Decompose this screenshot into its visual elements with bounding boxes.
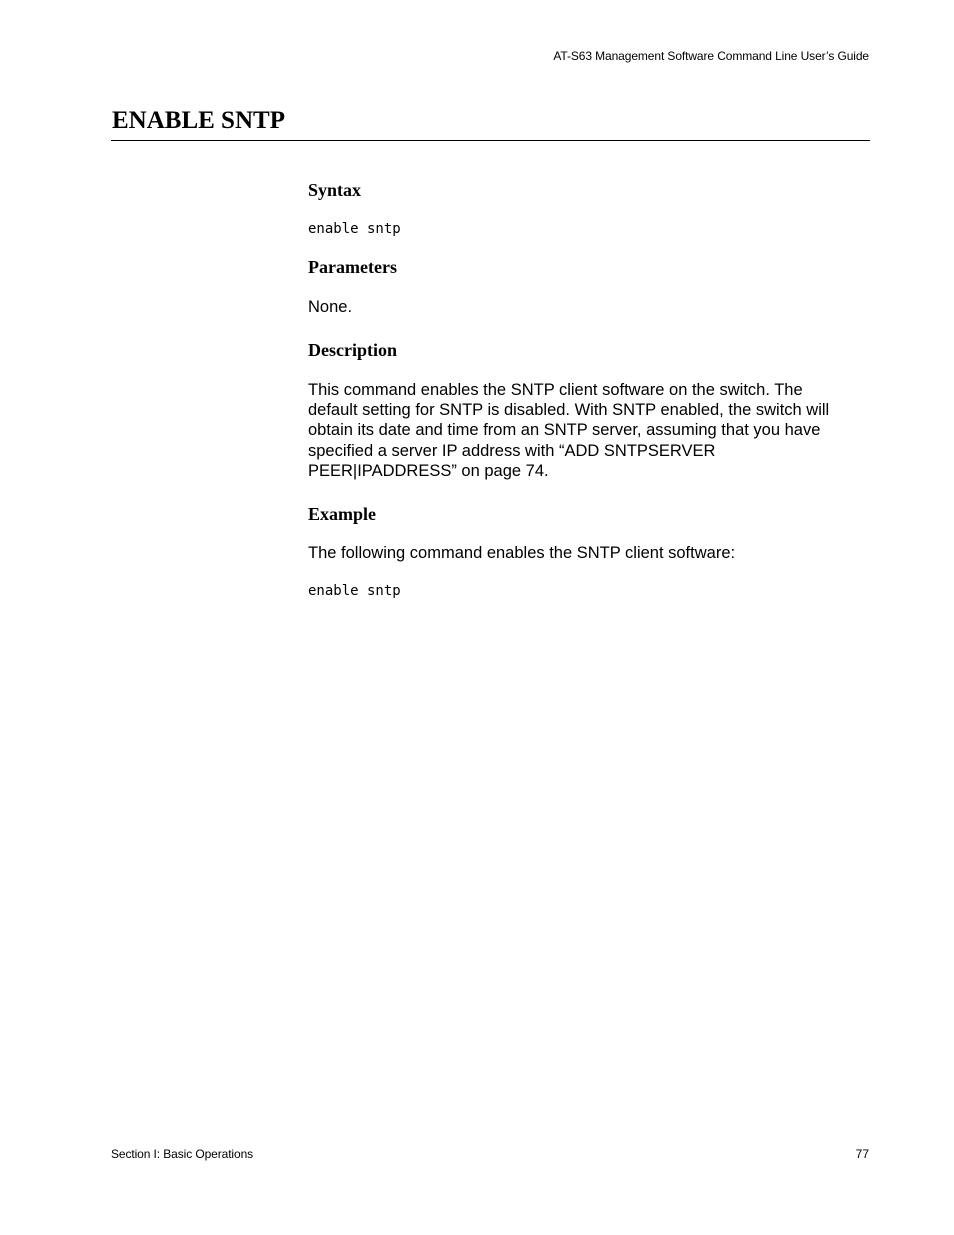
- example-text: The following command enables the SNTP client software:: [308, 544, 736, 562]
- example-body: [308, 543, 870, 563]
- description-body: [308, 380, 870, 481]
- description-section: [308, 339, 870, 361]
- description-line: specified a server IP address with “ADD SNTPSERVER: [308, 441, 716, 460]
- description-line: obtain its date and time from an SNTP server, assuming that you have: [308, 421, 821, 440]
- footer-section-label: Section I: Basic Operations: [111, 1147, 254, 1161]
- syntax-section: [308, 179, 870, 201]
- example-code-block: [308, 581, 870, 601]
- description-line: This command enables the SNTP client software on the switch. The: [308, 381, 803, 399]
- page-title: ENABLE SNTP: [112, 107, 285, 134]
- syntax-heading: Syntax: [308, 180, 362, 200]
- description-line: PEER|IPADDRESS” on page 74.: [308, 461, 549, 480]
- parameters-heading: Parameters: [308, 257, 397, 277]
- syntax-code: enable sntp: [308, 221, 401, 237]
- parameters-body: [308, 297, 870, 317]
- footer-page-number: 77: [855, 1147, 869, 1161]
- running-header: AT-S63 Management Software Command Line User’s Guide: [553, 49, 869, 63]
- example-heading: Example: [308, 504, 377, 524]
- description-line: default setting for SNTP is disabled. With SNTP enabled, the switch will: [308, 401, 830, 420]
- parameters-section: [308, 256, 870, 278]
- example-section: [308, 503, 870, 525]
- syntax-code-block: [308, 219, 870, 239]
- parameters-text: None.: [308, 298, 353, 316]
- description-heading: Description: [308, 340, 397, 360]
- example-code: enable sntp: [308, 583, 401, 599]
- title-rule: [111, 140, 870, 141]
